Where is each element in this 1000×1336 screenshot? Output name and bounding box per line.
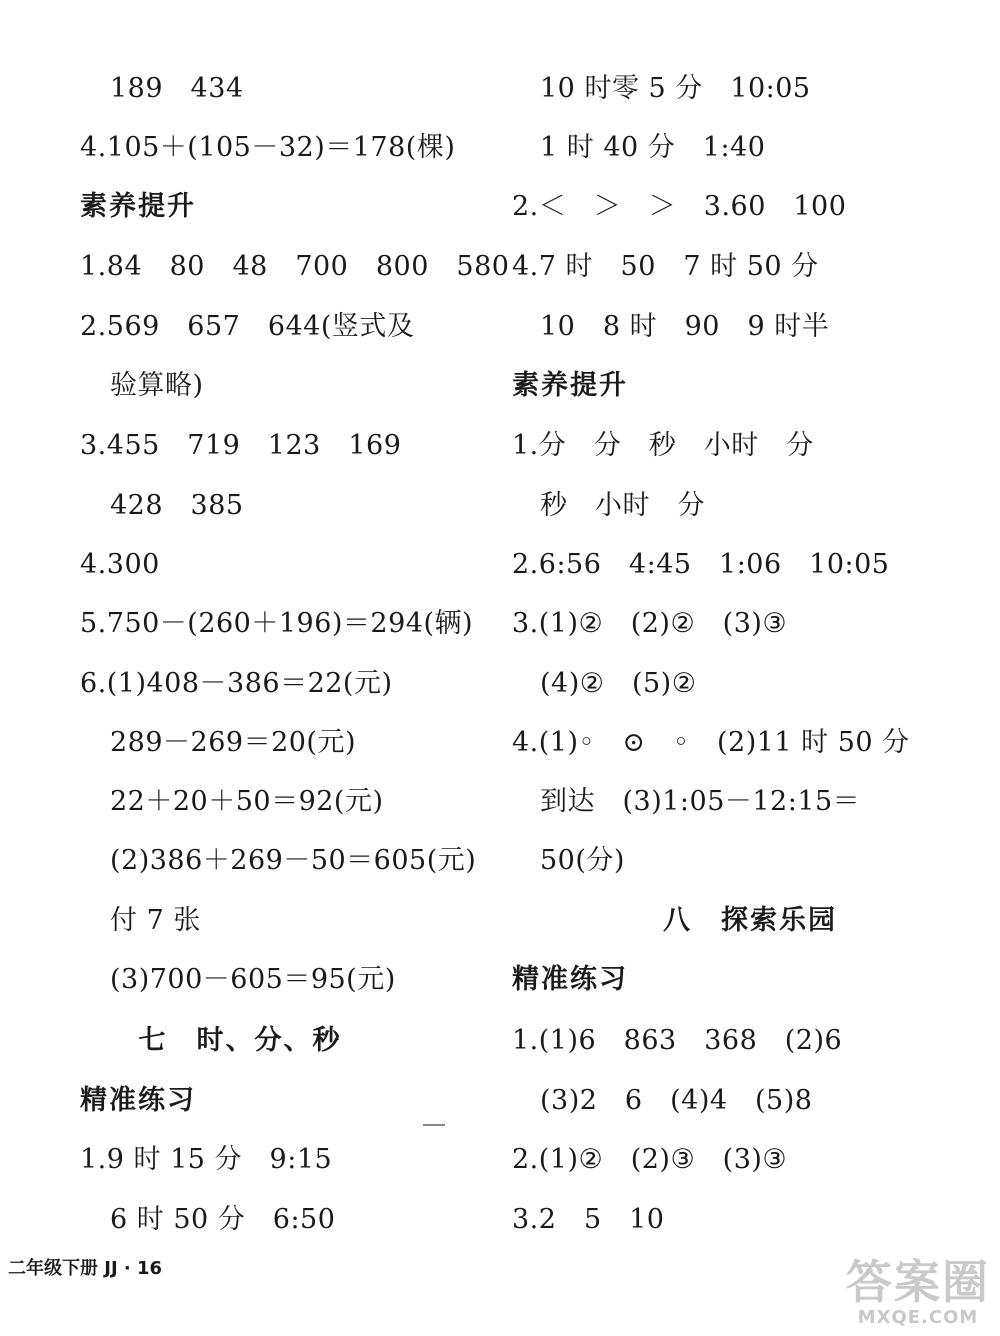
section-heading: 精准练习: [512, 964, 628, 995]
chapter-title: 七 时、分、秒: [138, 1025, 342, 1056]
answer-line: 付 7 张: [110, 905, 201, 936]
answer-line: 1.(1)6 863 368 (2)6: [512, 1025, 843, 1056]
answer-line: 1.9 时 15 分 9:15: [80, 1144, 333, 1175]
answer-line: 10 8 时 90 9 时半: [540, 311, 830, 342]
watermark: [846, 1257, 990, 1328]
answer-line: 1 时 40 分 1:40: [540, 132, 766, 163]
section-heading: 素养提升: [512, 370, 628, 401]
answer-line: 189 434: [110, 73, 244, 104]
answer-line: 1.分 分 秒 小时 分: [512, 430, 814, 461]
page-footer: 二年级下册 JJ · 16: [8, 1258, 163, 1279]
answer-line: 22＋20＋50＝92(元): [110, 786, 384, 817]
watermark-logo: 答案圈: [846, 1255, 990, 1309]
answer-line: 3.2 5 10: [512, 1204, 665, 1235]
answer-line: 验算略): [110, 370, 204, 401]
answer-line: 4.(1)◦ ⊙ ◦ (2)11 时 50 分: [512, 727, 910, 758]
answer-line: 4.7 时 50 7 时 50 分: [512, 251, 819, 282]
answer-line: 秒 小时 分: [540, 490, 705, 521]
answer-line: (4)② (5)②: [540, 668, 697, 699]
divider-mark: [423, 1124, 445, 1126]
answer-line: 5.750－(260＋196)＝294(辆): [80, 608, 474, 639]
answer-line: (2)386＋269－50＝605(元): [110, 845, 477, 876]
answer-line: 289－269＝20(元): [110, 727, 356, 758]
chapter-title: 八 探索乐园: [663, 905, 837, 936]
answer-line: 到达 (3)1:05－12:15＝: [540, 786, 861, 817]
section-heading: 精准练习: [80, 1085, 196, 1116]
answer-line: 6.(1)408－386＝22(元): [80, 668, 393, 699]
answer-line: 3.(1)② (2)② (3)③: [512, 608, 788, 639]
answer-line: 2.6:56 4:45 1:06 10:05: [512, 549, 890, 580]
answer-line: 2.569 657 644(竖式及: [80, 311, 415, 342]
answer-line: 4.300: [80, 549, 160, 580]
answer-line: (3)700－605＝95(元): [110, 964, 396, 995]
answer-line: 6 时 50 分 6:50: [110, 1204, 336, 1235]
answer-line: 4.105＋(105－32)＝178(棵): [80, 132, 456, 163]
answer-line: 2.＜ ＞ ＞ 3.60 100: [512, 191, 847, 222]
answer-line: 3.455 719 123 169: [80, 430, 402, 461]
answer-line: 10 时零 5 分 10:05: [540, 73, 811, 104]
answer-line: 2.(1)② (2)③ (3)③: [512, 1144, 788, 1175]
answer-line: 1.84 80 48 700 800 580: [80, 251, 510, 282]
section-heading: 素养提升: [80, 191, 196, 222]
answer-line: (3)2 6 (4)4 (5)8: [540, 1085, 813, 1116]
answer-line: 50(分): [540, 845, 625, 876]
watermark-url: MXQE.COM: [857, 1307, 979, 1328]
answer-line: 428 385: [110, 490, 244, 521]
